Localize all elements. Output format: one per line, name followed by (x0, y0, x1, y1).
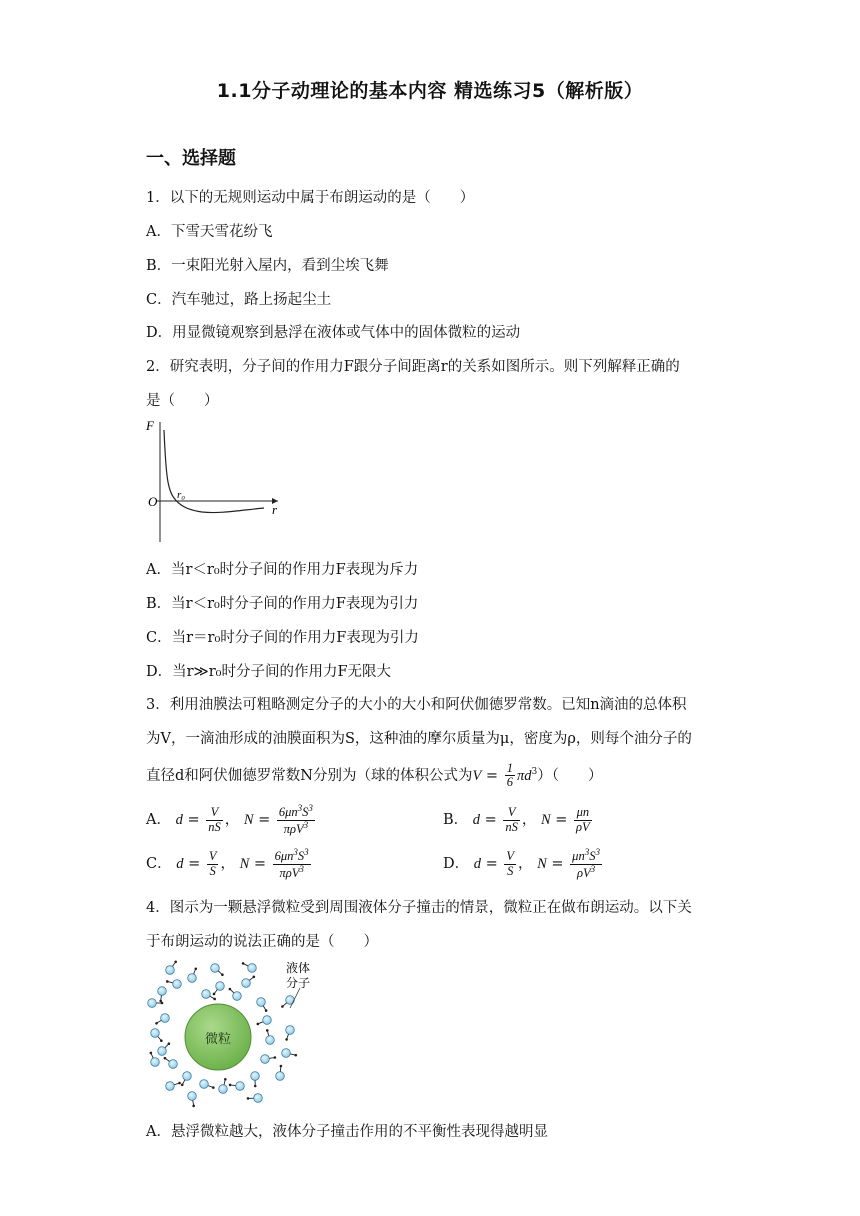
molecule (158, 987, 167, 996)
q4-stem-line1: 4．图示为一颗悬浮微粒受到周围液体分子撞击的情景，微粒正在做布朗运动。以下关 (146, 900, 692, 916)
molecule-arrow-head (265, 1009, 268, 1012)
q2-option-c: C．当r＝r₀时分子间的作用力F表现为引力 (146, 630, 419, 646)
molecule-arrow-head (253, 976, 256, 979)
molecule-arrow-head (150, 1052, 153, 1055)
graph-r0-label: r₀ (177, 489, 186, 501)
molecule-arrow-head (160, 1039, 163, 1042)
brownian-motion-figure (140, 958, 340, 1108)
q1-option-d: D．用显微镜观察到悬浮在液体或气体中的固体微粒的运动 (146, 325, 521, 341)
molecule-arrow-head (192, 1105, 195, 1108)
molecule (248, 964, 257, 973)
q3-stem-line2: 为V，一滴油形成的油膜面积为S，这种油的摩尔质量为μ，密度为ρ，则每个油分子的 (146, 731, 692, 747)
page-title: 1.1分子动理论的基本内容 精选练习5（解析版） (216, 80, 644, 102)
molecule (286, 996, 295, 1005)
molecule-arrow-head (213, 998, 216, 1001)
molecule-arrow-head (174, 960, 177, 963)
molecule (242, 979, 251, 988)
q3-stem-line3: 直径d和阿伏伽德罗常数N分别为（球的体积公式为V = $\frac{1}{6}$ $\pi d^3$）（ ） (146, 761, 603, 790)
molecule (169, 1060, 178, 1069)
molecule-arrow-head (166, 980, 169, 983)
q1-option-c: C．汽车驰过，路上扬起尘土 (146, 292, 332, 308)
molecule-arrow-head (280, 1065, 283, 1068)
molecule-arrow-head (254, 1085, 257, 1088)
molecule-label-2: 分子 (286, 976, 311, 990)
molecule (251, 1072, 260, 1081)
molecule-arrow-head (274, 1056, 277, 1059)
graph-origin-label: O (148, 494, 158, 509)
molecule-arrow-head (212, 1086, 215, 1089)
molecule (151, 1058, 160, 1067)
q3-option-c: C． d = $\frac{V}{S}$ ， N = $\frac{6\mu n^3S^3}{\pi\rho V^3}$ (146, 847, 309, 880)
molecule-arrow-head (285, 1038, 288, 1041)
molecule (282, 1049, 291, 1058)
molecule-label-1: 液体 (286, 961, 311, 975)
q3-option-d: D． d = $\frac{V}{S}$ ， N = $\frac{\mu n^3S^3}{\rho V^3}$ (443, 847, 600, 880)
molecule-arrow-head (159, 1000, 162, 1003)
molecule (166, 1082, 175, 1091)
molecule-arrow-head (229, 988, 232, 991)
molecule-arrow-head (194, 967, 197, 970)
molecule-arrow-head (181, 1083, 184, 1086)
molecule (173, 980, 182, 989)
molecule (219, 1085, 228, 1094)
molecule (257, 998, 266, 1007)
q1-option-a: A．下雪天雪花纷飞 (146, 224, 273, 240)
molecule (216, 982, 225, 991)
q3-option-b: B． d = $\frac{V}{nS}$ ， N = $\frac{\mu n}{\rho V}$ (443, 805, 590, 834)
molecule (266, 1036, 275, 1045)
molecule (188, 974, 197, 983)
molecule (166, 966, 175, 975)
molecule-arrow-head (213, 993, 216, 996)
q4-option-a: A．悬浮微粒越大，液体分子撞击作用的不平衡性表现得越明显 (146, 1124, 548, 1140)
molecule (200, 1080, 209, 1089)
molecule (211, 964, 220, 973)
molecule (233, 992, 242, 1001)
molecule-arrow-head (155, 1022, 158, 1025)
q3-stem-line3-pre: 直径d和阿伏伽德罗常数N分别为（球的体积公式为 (146, 767, 473, 784)
molecule-arrow-head (242, 962, 245, 965)
molecule-arrow-head (224, 1078, 227, 1081)
molecule-arrow-head (294, 1054, 297, 1057)
graph-x-label: r (272, 502, 278, 517)
molecule-arrow-head (178, 1082, 181, 1085)
molecule (151, 1029, 160, 1038)
molecule (286, 1026, 295, 1035)
molecule (188, 1092, 197, 1101)
q3-stem-line1: 3．利用油膜法可粗略测定分子的大小的大小和阿伏伽德罗常数。已知n滴油的总体积 (146, 697, 687, 713)
molecule-arrow-head (168, 1042, 171, 1045)
molecule-arrow-head (229, 1084, 232, 1087)
molecule-arrow-head (221, 973, 224, 976)
graph-y-label: F (146, 418, 154, 433)
molecule (254, 1094, 263, 1103)
section-heading: 一、选择题 (146, 148, 236, 169)
molecule (183, 1072, 192, 1081)
molecule-arrow-head (266, 1029, 269, 1032)
q4-stem-line2: 于布朗运动的说法正确的是（ ） (146, 934, 378, 950)
molecule (261, 1055, 270, 1064)
force-distance-graph (146, 418, 286, 546)
particle-label: 微粒 (205, 1032, 232, 1047)
q3-stem-line3-post: ）（ ） (537, 767, 603, 784)
one-sixth-fraction: $\frac{1}{6}$ (506, 761, 513, 790)
molecule (236, 1082, 245, 1091)
molecule (161, 1014, 170, 1023)
molecule-arrow-head (257, 1023, 260, 1026)
molecule-arrow-head (247, 1097, 250, 1100)
molecule (202, 990, 211, 999)
q1-option-b: B．一束阳光射入屋内，看到尘埃飞舞 (146, 258, 389, 274)
q2-stem-line2: 是（ ） (146, 393, 219, 409)
q2-option-d: D．当r≫r₀时分子间的作用力F无限大 (146, 664, 392, 680)
q1-stem: 1．以下的无规则运动中属于布朗运动的是（ ） (146, 190, 475, 206)
molecule (148, 999, 157, 1008)
molecule (276, 1072, 285, 1081)
q2-option-a: A．当r＜r₀时分子间的作用力F表现为斥力 (146, 562, 419, 578)
q3-option-a: A． d = $\frac{V}{nS}$ ， N = $\frac{6\mu n^3S^3}{\pi\rho V^3}$ (146, 803, 313, 836)
molecule (263, 1016, 272, 1025)
q2-option-b: B．当r＜r₀时分子间的作用力F表现为引力 (146, 596, 419, 612)
molecule (158, 1047, 167, 1056)
q2-stem-line1: 2．研究表明，分子间的作用力F跟分子间距离r的关系如图所示。则下列解释正确的 (146, 359, 680, 375)
sphere-volume-formula: V (472, 767, 482, 784)
molecule-arrow-head (164, 1057, 167, 1060)
molecule-arrow-head (281, 1005, 284, 1008)
